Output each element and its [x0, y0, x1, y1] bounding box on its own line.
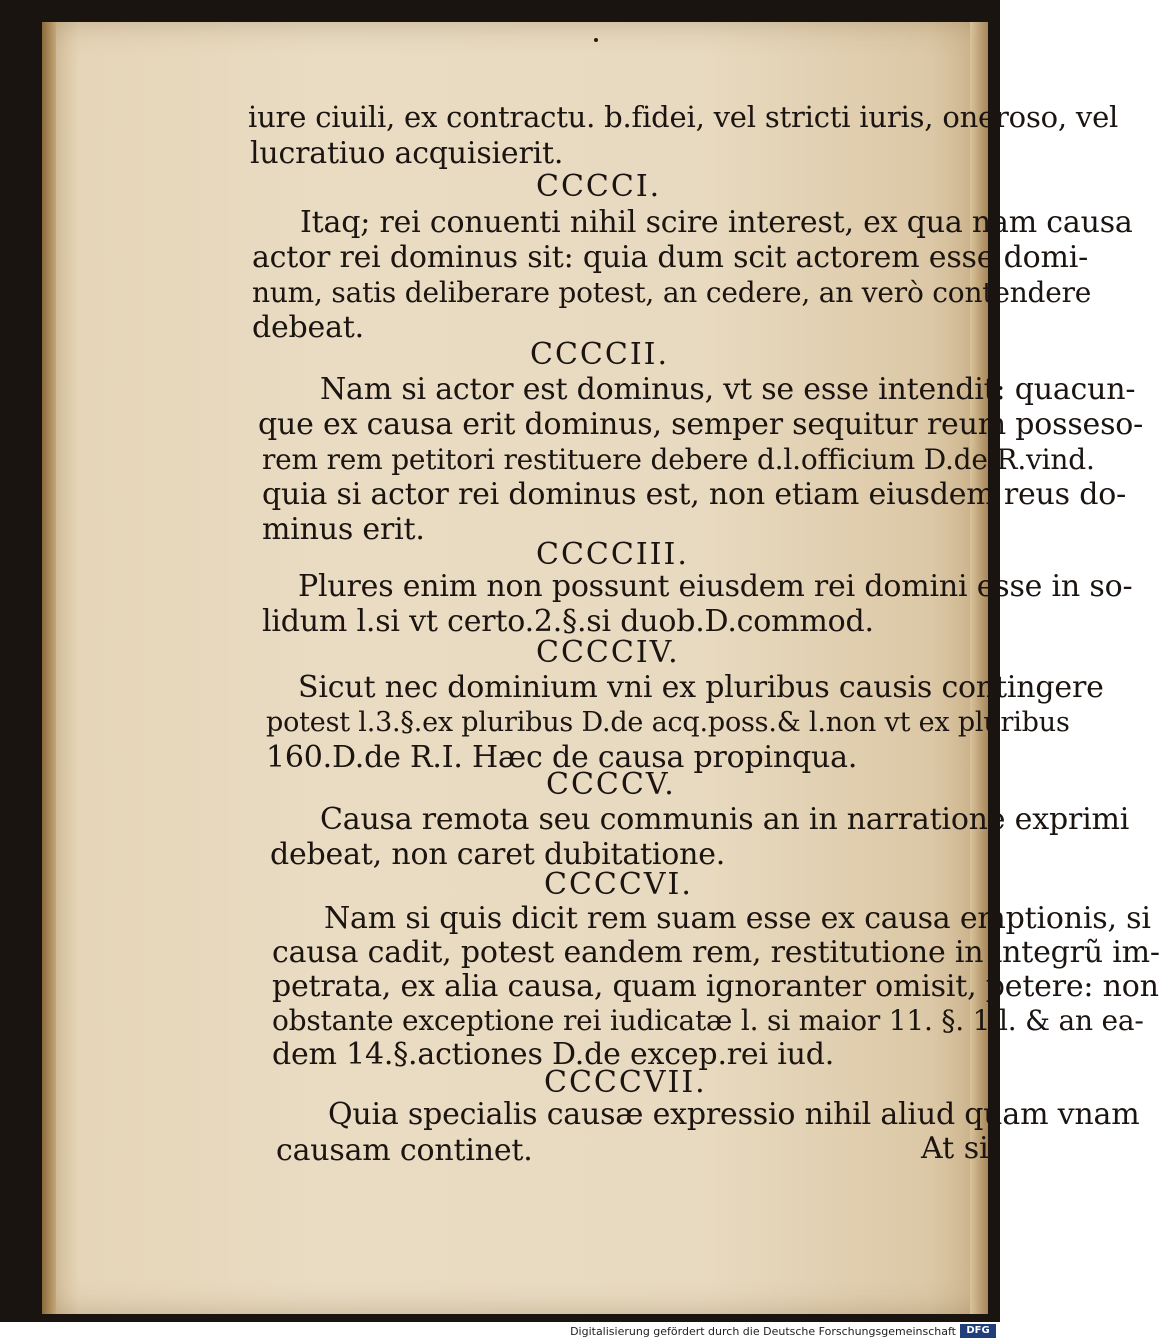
text-line: debeat, non caret dubitatione. [270, 837, 726, 872]
text-line: quia si actor rei dominus est, non etiam eiusdem reus do- [262, 477, 1127, 512]
text-line: actor rei dominus sit: quia dum scit actorem esse domi- [252, 240, 1089, 275]
text-line: num, satis deliberare potest, an cedere, an verò contendere [252, 276, 1092, 309]
section-numeral: CCCCVI. [544, 867, 693, 902]
text-line: dem 14.§.actiones D.de excep.rei iud. [272, 1037, 835, 1072]
text-line: 160.D.de R.I. Hæc de causa propinqua. [266, 740, 858, 775]
text-line: potest l.3.§.ex pluribus D.de acq.poss.& l.non vt ex pluribus [266, 707, 1070, 738]
text-line: Nam si quis dicit rem suam esse ex causa emptionis, si [324, 901, 1151, 936]
text-line: minus erit. [262, 512, 425, 547]
dfg-logo: DFG [960, 1324, 996, 1338]
text-line: iure ciuili, ex contractu. b.fidei, vel stricti iuris, oneroso, vel [248, 100, 1119, 134]
section-numeral: CCCCIV. [536, 635, 680, 670]
section-numeral: CCCCVII. [544, 1065, 707, 1100]
text-line: lidum l.si vt certo.2.§.si duob.D.commod. [262, 604, 874, 639]
funding-credit: Digitalisierung gefördert durch die Deutsche Forschungsgemeinschaft [570, 1325, 956, 1338]
section-numeral: CCCCV. [546, 767, 676, 802]
text-line: Nam si actor est dominus, vt se esse intendit: quacun- [320, 372, 1136, 407]
section-numeral: CCCCI. [536, 169, 662, 204]
text-line: que ex causa erit dominus, semper sequitur reum posseso- [258, 407, 1144, 442]
text-line: debeat. [252, 310, 364, 345]
text-line: Causa remota seu communis an in narratione exprimi [320, 802, 1130, 837]
text-line: petrata, ex alia causa, quam ignoranter omisit, petere: non [272, 969, 1159, 1004]
text-line: causa cadit, potest eandem rem, restitutione in integrũ im- [272, 935, 1160, 970]
text-line: Sicut nec dominium vni ex pluribus causis contingere [298, 670, 1104, 705]
text-line: lucratiuo acquisierit. [250, 136, 564, 171]
text-line: obstante exceptione rei iudicatæ l. si maior 11. §. 1.l. & an ea- [272, 1004, 1144, 1037]
text-line: Plures enim non possunt eiusdem rei domini esse in so- [298, 569, 1133, 604]
text-line: Quia specialis causæ expressio nihil aliud quam vnam [328, 1097, 1140, 1132]
section-numeral: CCCCIII. [536, 537, 689, 572]
text-line: rem rem petitori restituere debere d.l.officium D.de R.vind. [262, 443, 1095, 476]
text-line: causam continet. [276, 1133, 533, 1168]
section-numeral: CCCCII. [530, 337, 670, 372]
catchword: At si [921, 1131, 989, 1166]
text-line: Itaq; rei conuenti nihil scire interest, ex qua nam causa [300, 205, 1133, 240]
